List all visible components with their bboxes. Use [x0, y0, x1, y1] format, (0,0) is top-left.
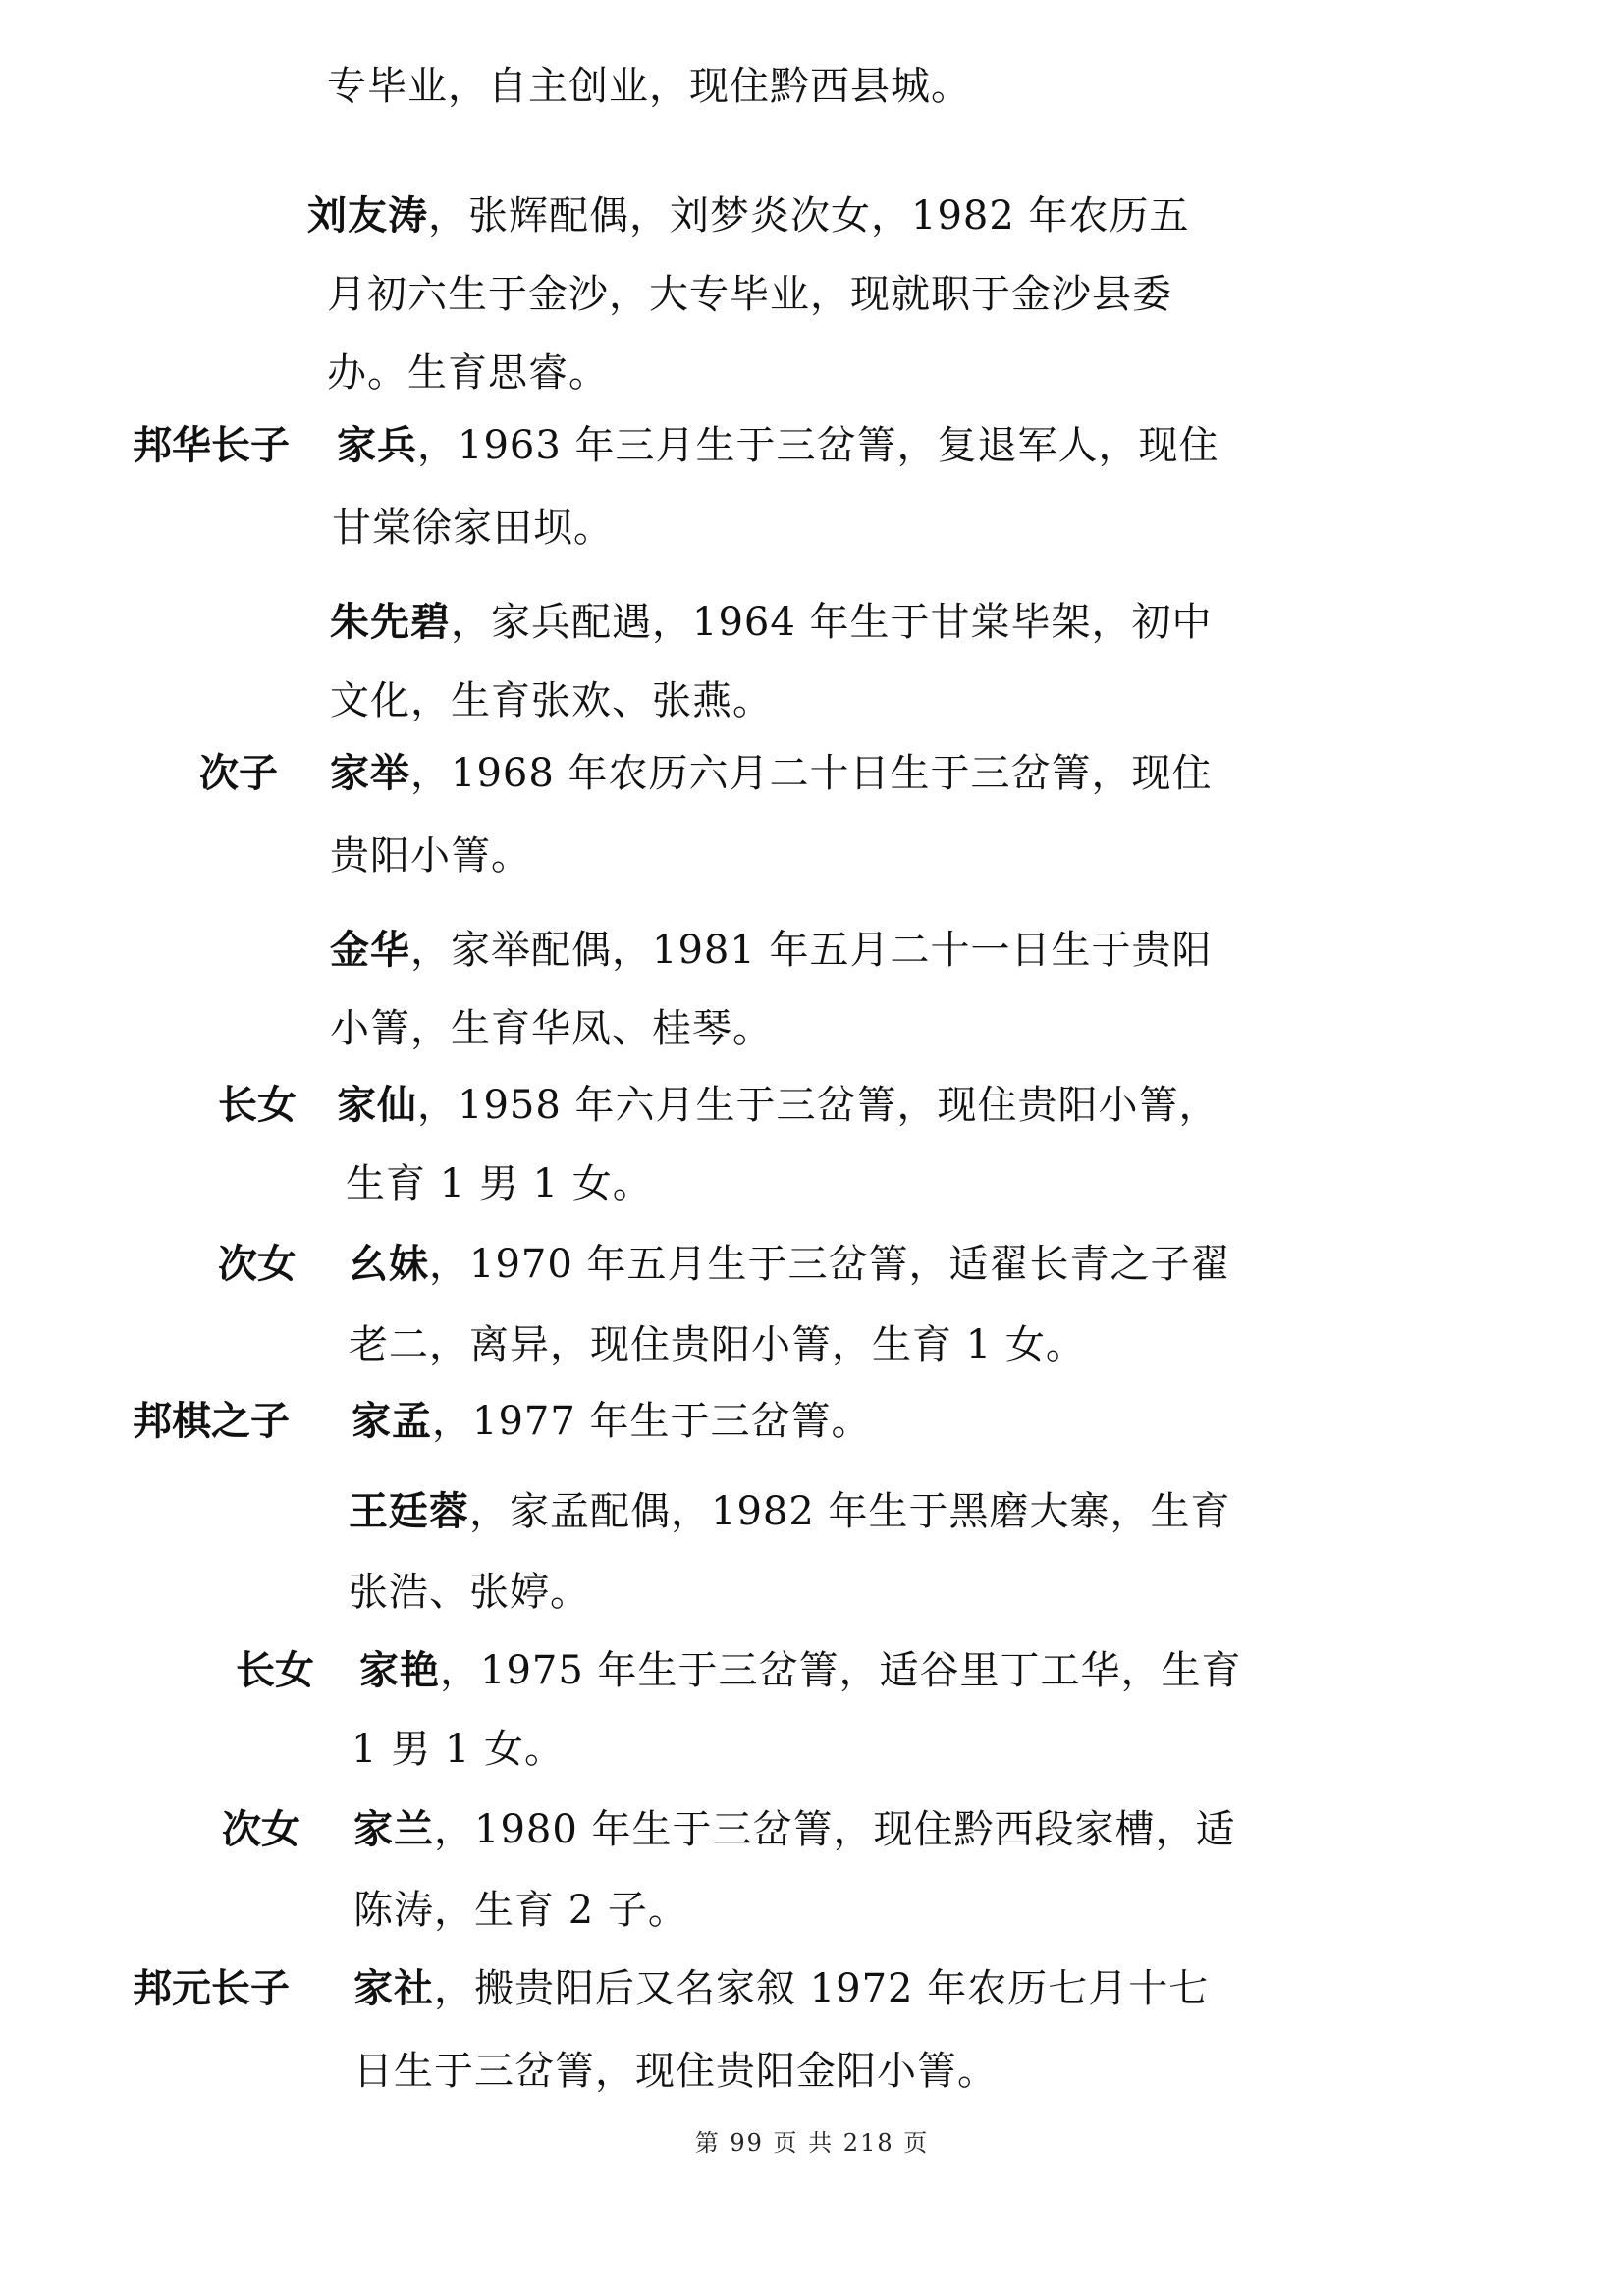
person-name: 家兵 [337, 423, 417, 468]
entry-text: 文化，生育张欢、张燕。 [330, 678, 773, 723]
entry-first-line [337, 420, 1219, 471]
relation-label: 邦华长子 [133, 423, 290, 468]
entry-text: 日生于三岔箐，现住贵阳金阳小箐。 [353, 2049, 998, 2094]
text-line [353, 1885, 688, 1936]
person-name: 家举 [330, 751, 410, 796]
entry-text: ，1977 年生于三岔箐。 [432, 1399, 872, 1444]
person-name: 幺妹 [349, 1242, 429, 1287]
entry-first-line [337, 1080, 1219, 1131]
relation-label: 邦棋之子 [133, 1399, 290, 1444]
entry-text: 陈涛，生育 2 子。 [353, 1888, 688, 1933]
entry-text: 贵阳小箐。 [330, 833, 531, 879]
text-line [327, 347, 609, 399]
entry-text: ，1963 年三月生于三岔箐，复退军人，现住 [417, 423, 1219, 468]
text-line [327, 61, 971, 112]
person-name: 王廷蓉 [349, 1489, 469, 1534]
entry-first-line [349, 1239, 1231, 1290]
text-line [349, 1567, 590, 1618]
entry-text: 张浩、张婷。 [349, 1570, 590, 1615]
text-line [349, 1319, 1086, 1370]
entry-first-line [353, 1963, 1209, 2014]
text-line [346, 1158, 653, 1209]
person-name: 家兰 [353, 1807, 434, 1852]
entry-text: 老二，离异，现住贵阳小箐，生育 1 女。 [349, 1322, 1086, 1367]
person-name: 家艳 [359, 1648, 440, 1693]
entry-text: 生育 1 男 1 女。 [346, 1161, 653, 1206]
entry-text: 办。生育思睿。 [327, 350, 609, 396]
entry-first-line [330, 748, 1213, 799]
entry-first-line [349, 1486, 1231, 1537]
relation-label: 长女 [218, 1083, 297, 1128]
entry-text: 甘棠徐家田坝。 [332, 506, 614, 551]
entry-text: ，1975 年生于三岔箐，适谷里丁工华，生育 [440, 1648, 1242, 1693]
entry-text: ，1980 年生于三岔箐，现住黔西段家槽，适 [434, 1807, 1236, 1852]
relation-label: 次女 [218, 1242, 297, 1287]
person-name: 家社 [353, 1966, 434, 2011]
text-line [330, 1003, 773, 1054]
relation-label: 次子 [199, 751, 278, 796]
entry-text: ，1968 年农历六月二十日生于三岔箐，现住 [410, 751, 1213, 796]
entry-text: ，家孟配偶，1982 年生于黑磨大寨，生育 [469, 1489, 1231, 1534]
entry-first-line [330, 925, 1213, 976]
relation-label: 邦元长子 [133, 1966, 290, 2011]
entry-text: ，家兵配遇，1964 年生于甘棠毕架，初中 [451, 600, 1213, 645]
entry-text: 月初六生于金沙，大专毕业，现就职于金沙县委 [327, 272, 1172, 317]
person-name: 朱先碧 [330, 600, 451, 645]
page-footer [0, 2128, 1624, 2158]
relation-label: 次女 [222, 1807, 300, 1852]
entry-first-line [307, 190, 1190, 241]
entry-text: ，张辉配偶，刘梦炎次女，1982 年农历五 [428, 193, 1190, 239]
text-line [330, 675, 773, 726]
entry-first-line [330, 597, 1213, 648]
text-line [332, 503, 614, 554]
entry-text: 专毕业，自主创业，现住黔西县城。 [327, 64, 971, 109]
entry-first-line [353, 1804, 1236, 1855]
text-line [353, 2046, 998, 2097]
entry-first-line [352, 1396, 872, 1447]
entry-text: 小箐，生育华凤、桂琴。 [330, 1006, 773, 1051]
entry-text: 1 男 1 女。 [352, 1727, 566, 1772]
person-name: 金华 [330, 928, 410, 973]
entry-text: ，1970 年五月生于三岔箐，适翟长青之子翟 [429, 1242, 1231, 1287]
entry-text: ，搬贵阳后又名家叙 1972 年农历七月十七 [434, 1966, 1210, 2011]
text-line [327, 269, 1172, 320]
text-line [330, 830, 531, 881]
page-number-text: 第 99 页 共 218 页 [694, 2129, 930, 2157]
relation-label: 长女 [236, 1648, 314, 1693]
person-name: 家孟 [352, 1399, 432, 1444]
person-name: 家仙 [337, 1083, 417, 1128]
entry-text: ，家举配偶，1981 年五月二十一日生于贵阳 [410, 928, 1213, 973]
entry-text: ，1958 年六月生于三岔箐，现住贵阳小箐， [417, 1083, 1219, 1128]
person-name: 刘友涛 [307, 193, 428, 239]
text-line [352, 1724, 565, 1775]
entry-first-line [359, 1645, 1242, 1696]
